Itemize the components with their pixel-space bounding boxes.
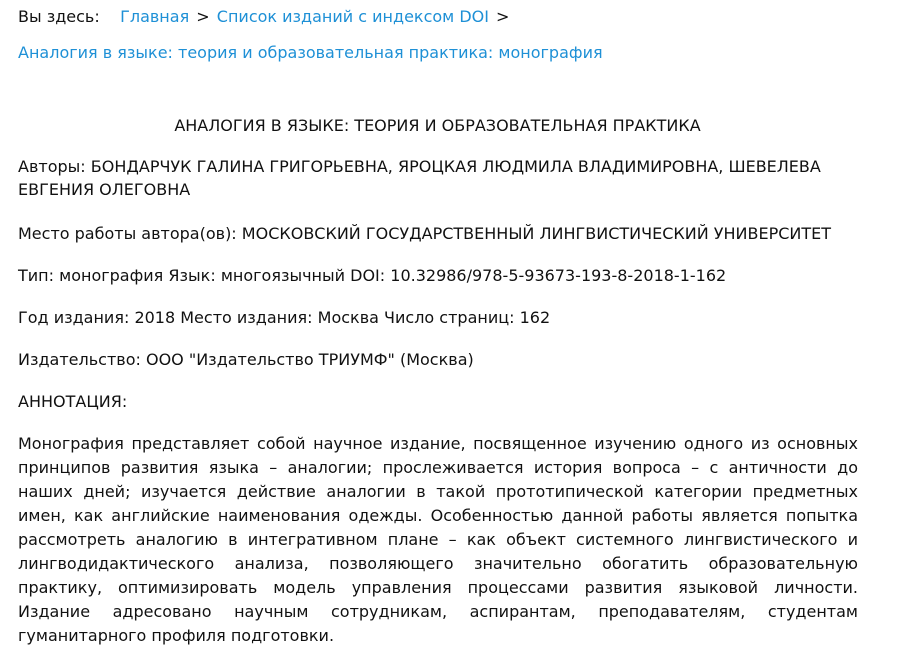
place-label: Место издания: xyxy=(180,308,313,327)
type-label: Тип: xyxy=(18,266,55,285)
year-label: Год издания: xyxy=(18,308,130,327)
authors-value: БОНДАРЧУК ГАЛИНА ГРИГОРЬЕВНА, ЯРОЦКАЯ ЛЮДМИЛА ВЛАДИМИРОВНА, ШЕВЕЛЕВА ЕВГЕНИЯ ОЛЕГОВНА xyxy=(18,157,821,199)
breadcrumb xyxy=(18,6,511,28)
breadcrumb-current xyxy=(18,42,603,64)
publisher-value: ООО "Издательство ТРИУМФ" (Москва) xyxy=(145,350,474,369)
pages-value: 162 xyxy=(519,308,551,327)
breadcrumb-current-link[interactable]: Аналогия в языке: теория и образовательная практика: монография xyxy=(18,43,603,62)
workplace-label: Место работы автора(ов): xyxy=(18,224,237,243)
language-value: многоязычный xyxy=(220,266,346,285)
pages-label: Число страниц: xyxy=(384,308,515,327)
type-row xyxy=(18,264,863,287)
workplace-value: МОСКОВСКИЙ ГОСУДАРСТВЕННЫЙ ЛИНГВИСТИЧЕСКИЙ УНИВЕРСИТЕТ xyxy=(241,224,832,243)
breadcrumb-doi-list-link[interactable]: Список изданий с индексом DOI xyxy=(216,7,489,26)
book-title: АНАЛОГИЯ В ЯЗЫКЕ: ТЕОРИЯ И ОБРАЗОВАТЕЛЬНАЯ ПРАКТИКА xyxy=(174,116,701,135)
authors-label: Авторы: xyxy=(18,157,86,176)
type-value: монография xyxy=(59,266,164,285)
breadcrumb-separator: > xyxy=(196,7,210,26)
annotation-heading: АННОТАЦИЯ: xyxy=(18,392,128,411)
doi-value: 10.32986/978-5-93673-193-8-2018-1-162 xyxy=(390,266,727,285)
language-label: Язык: xyxy=(168,266,216,285)
workplace-row xyxy=(18,222,863,245)
year-row xyxy=(18,306,863,329)
breadcrumb-home-link[interactable]: Главная xyxy=(120,7,190,26)
breadcrumb-separator: > xyxy=(496,7,510,26)
publisher-row xyxy=(18,348,863,371)
annotation-text: Монография представляет собой научное издание, посвященное изучению одного из основных принципов развития языка – аналогии; прослеживается история вопроса – с античности до наших дней; изучается действие аналогии в такой прототипической категории предметных имен, как английские наименования одежды. Особенностью данной работы является попытка рассмотреть аналогию в интегративном плане – как объект системного лингвистического и лингводидактического анализа, позволяющего значительно обогатить образовательную практику, оптимизировать модель управления процессами развития языковой личности. Издание адресовано научным сотрудникам, аспирантам, преподавателям, студентам гуманитарного профиля подготовки. xyxy=(18,434,858,645)
year-value: 2018 xyxy=(134,308,176,327)
place-value: Москва xyxy=(317,308,379,327)
breadcrumb-prefix: Вы здесь: xyxy=(18,7,100,26)
doi-label: DOI: xyxy=(350,266,386,285)
authors-row xyxy=(18,155,863,201)
publisher-label: Издательство: xyxy=(18,350,141,369)
